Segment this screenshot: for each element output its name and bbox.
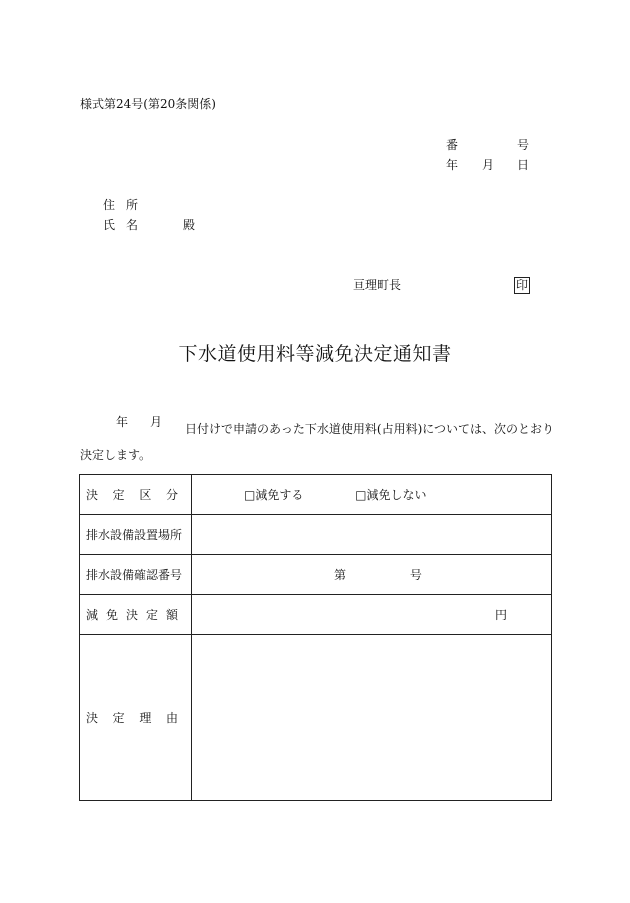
number-label-ban: 番 [446,138,459,152]
label-drain-location: 排水設備設置場所 [80,515,192,555]
row-exemption-amount [80,595,552,635]
label-decision-category [80,475,192,515]
date-month-label: 月 [482,158,495,172]
address-label-1: 住 [103,198,116,212]
seal-text: 印 [516,278,529,292]
body-year-label: 年 [116,415,129,429]
label-char: 理 [139,711,152,725]
value-drain-location[interactable] [192,515,552,555]
label-char: 決 [86,711,99,725]
seal-mark [514,277,530,294]
value-drain-confirmation-number[interactable] [192,555,552,595]
body-month-label: 月 [150,415,163,429]
label-char: 定 [112,488,125,502]
name-label-2: 名 [126,218,139,232]
decision-table [79,474,552,801]
label-char: 額 [165,608,178,622]
yen-unit: 円 [495,608,508,622]
label-char: 免 [105,608,118,622]
date-day-label: 日 [517,158,530,172]
label-char: 決 [125,608,138,622]
label-char: 分 [165,488,178,502]
body-text: 日付けで申請のあった下水道使用料(占用料)については、次のとおり決定します。 [80,422,555,462]
row-drain-location [80,515,552,555]
row-decision-reason [80,635,552,801]
label-exemption-amount [80,595,192,635]
option-exempt-checkbox[interactable]: □減免する [244,488,304,502]
number-label-go: 号 [517,138,530,152]
label-char: 定 [112,711,125,725]
number-suffix-go: 号 [409,568,422,582]
label-char: 区 [139,488,152,502]
value-decision-reason[interactable] [192,635,552,801]
label-char: 由 [165,711,178,725]
document-title: 下水道使用料等減免決定通知書 [178,343,452,365]
label-char: 減 [86,608,99,622]
form-number: 様式第24号(第20条関係) [80,97,216,111]
row-drain-confirmation-number [80,555,552,595]
label-char: 定 [145,608,158,622]
address-label-2: 所 [126,198,139,212]
value-exemption-amount[interactable] [192,595,552,635]
row-decision-category [80,475,552,515]
honorific-dono: 殿 [183,218,196,232]
value-decision-category [192,475,552,515]
label-char: 決 [86,488,99,502]
name-label-1: 氏 [103,218,116,232]
label-drain-confirmation-number: 排水設備確認番号 [80,555,192,595]
number-prefix-dai: 第 [334,568,347,582]
label-decision-reason [80,635,192,801]
option-not-exempt-checkbox[interactable]: □減免しない [355,488,427,502]
date-year-label: 年 [446,158,459,172]
issuer-title: 亘理町長 [353,278,402,292]
